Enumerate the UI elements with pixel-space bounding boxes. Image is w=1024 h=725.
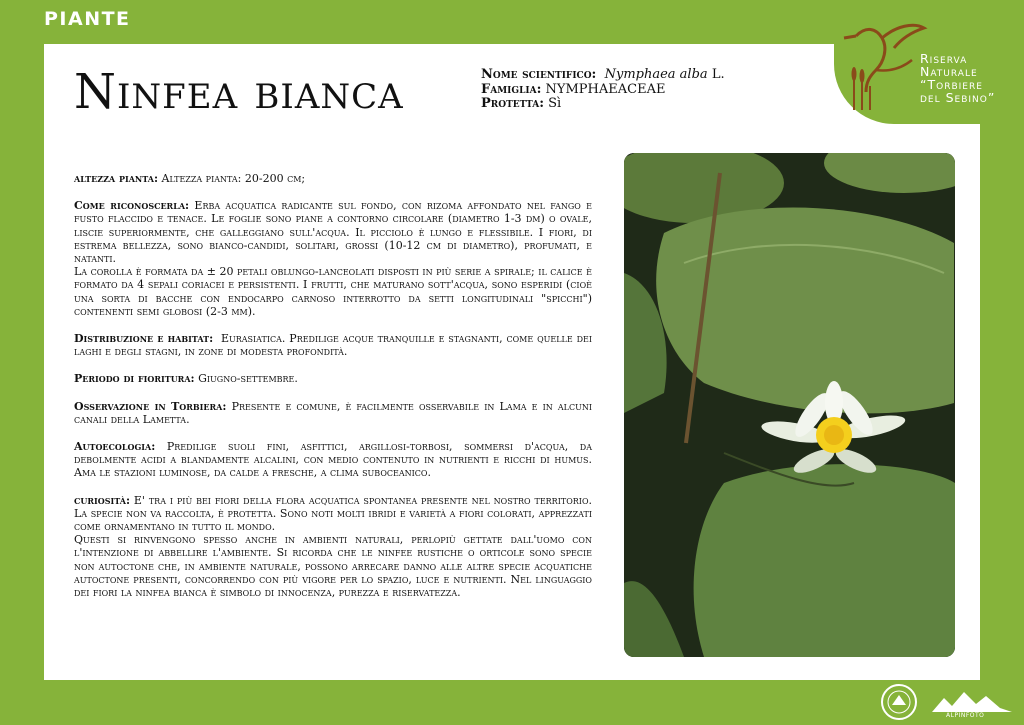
family-value: NYMPHAEACEAE	[545, 81, 666, 97]
section-text: Predilige suoli fini, asfittici, argillosi-torbosi, sommersi d'acqua, da debolmente acidi a blandamente alcalini, con medio contenuto in nutrienti e ricchi di humus. Ama le stazioni luminose, da calde a fresche, a clima suboceanico.	[74, 440, 592, 480]
photo-credit: ALPINFOTO	[946, 712, 985, 719]
family-row	[481, 83, 725, 98]
protected-value: Sì	[548, 96, 562, 111]
family-label: Famiglia:	[481, 81, 542, 97]
section-text: Erba acquatica radicante sul fondo, con rizoma affondato nel fango e fusto flaccido e tenace. Le foglie sono piane a contorno circolare (diametro 1-3 dm) o ovale, liscie superiormente, che galleggiano sull'acqua. Il picciolo è lungo e flessibile. I fiori, di estrema bellezza, sono bianco-candidi, solitari, grossi (10-12 cm di diametro), profumati, e natanti.	[74, 199, 592, 266]
protected-row	[481, 97, 725, 112]
section-observation	[74, 400, 592, 426]
section-distribution	[74, 332, 592, 358]
section-label-height: altezza pianta:	[74, 172, 159, 185]
section-text: Eurasiatica. Predilige acque tranquille e stagnanti, come quelle dei laghi e degli stagni, in zone di modesta profondità.	[74, 332, 592, 359]
section-height	[74, 172, 592, 185]
section-text: Altezza pianta: 20-200 cm;	[161, 172, 306, 185]
section-label-autoecology: Autoecologia:	[74, 440, 156, 454]
section-label-observation: Osservazione in Torbiera:	[74, 399, 227, 413]
heron-logo-icon	[836, 16, 928, 112]
section-label: PIANTE	[44, 8, 131, 30]
section-label-flowering: Periodo di fioritura:	[74, 372, 195, 386]
scientific-author: L.	[711, 67, 725, 82]
scientific-name: Nymphaea alba	[604, 67, 708, 82]
description-body	[74, 172, 592, 613]
protected-label: Protetta:	[481, 96, 545, 111]
page-title: Ninfea bianca	[74, 64, 404, 120]
scientific-name-label: Nome scientifico:	[481, 67, 597, 82]
section-flowering	[74, 372, 592, 385]
section-autoecology	[74, 440, 592, 480]
section-text: Presente e comune, è facilmente osservabile in Lama e in alcuni canali della Lametta.	[74, 399, 593, 426]
species-meta	[481, 68, 725, 112]
scientific-name-row	[481, 68, 725, 83]
section-text: La corolla è formata da ± 20 petali oblungo-lanceolati disposti in più serie a spirale; il calice è formato da 4 sepali coriacei e persistenti. I frutti, che maturano sott'acqua, sono esperidi (cioè una sorta di bacche con endocarpo carnoso interrotto da setti longitudinali "spicchi") contenenti semi globosi (2-3 mm).	[74, 265, 592, 318]
water-lily-photo	[624, 153, 955, 657]
section-curiosity	[74, 494, 592, 600]
park-seal-icon	[880, 683, 918, 721]
brand-text: Riserva Naturale “Torbiere del Sebino”	[920, 51, 996, 105]
section-text: E' tra i più bei fiori della flora acquatica spontanea presente nel nostro territorio. La specie non va raccolta, è protetta. Sono noti molti ibridi e varietà a fiori colorati, apprezzati come ornamentano in tutto il mondo.	[74, 493, 592, 534]
section-label-curiosity: curiosità:	[74, 493, 131, 507]
section-label-distribution: Distribuzione e habitat:	[74, 332, 214, 346]
section-label-identification: Come riconoscerla:	[74, 199, 190, 213]
section-text: Giugno-settembre.	[198, 372, 298, 386]
section-identification	[74, 199, 592, 318]
section-text: Questi si rinvengono spesso anche in ambienti naturali, perlopiù gettate dall'uomo con l'intenzione di abbellire l'ambiente. Si ricorda che le ninfee rustiche o orticole sono specie non autoctone che, in ambiente naturale, possono arrecare danno alle altre specie acquatiche autoctone presenti, concorrendo con più vigore per lo spazio, luce e nutrienti. Nel linguaggio dei fiori la ninfea bianca è simbolo di innocenza, purezza e riservatezza.	[74, 533, 592, 600]
